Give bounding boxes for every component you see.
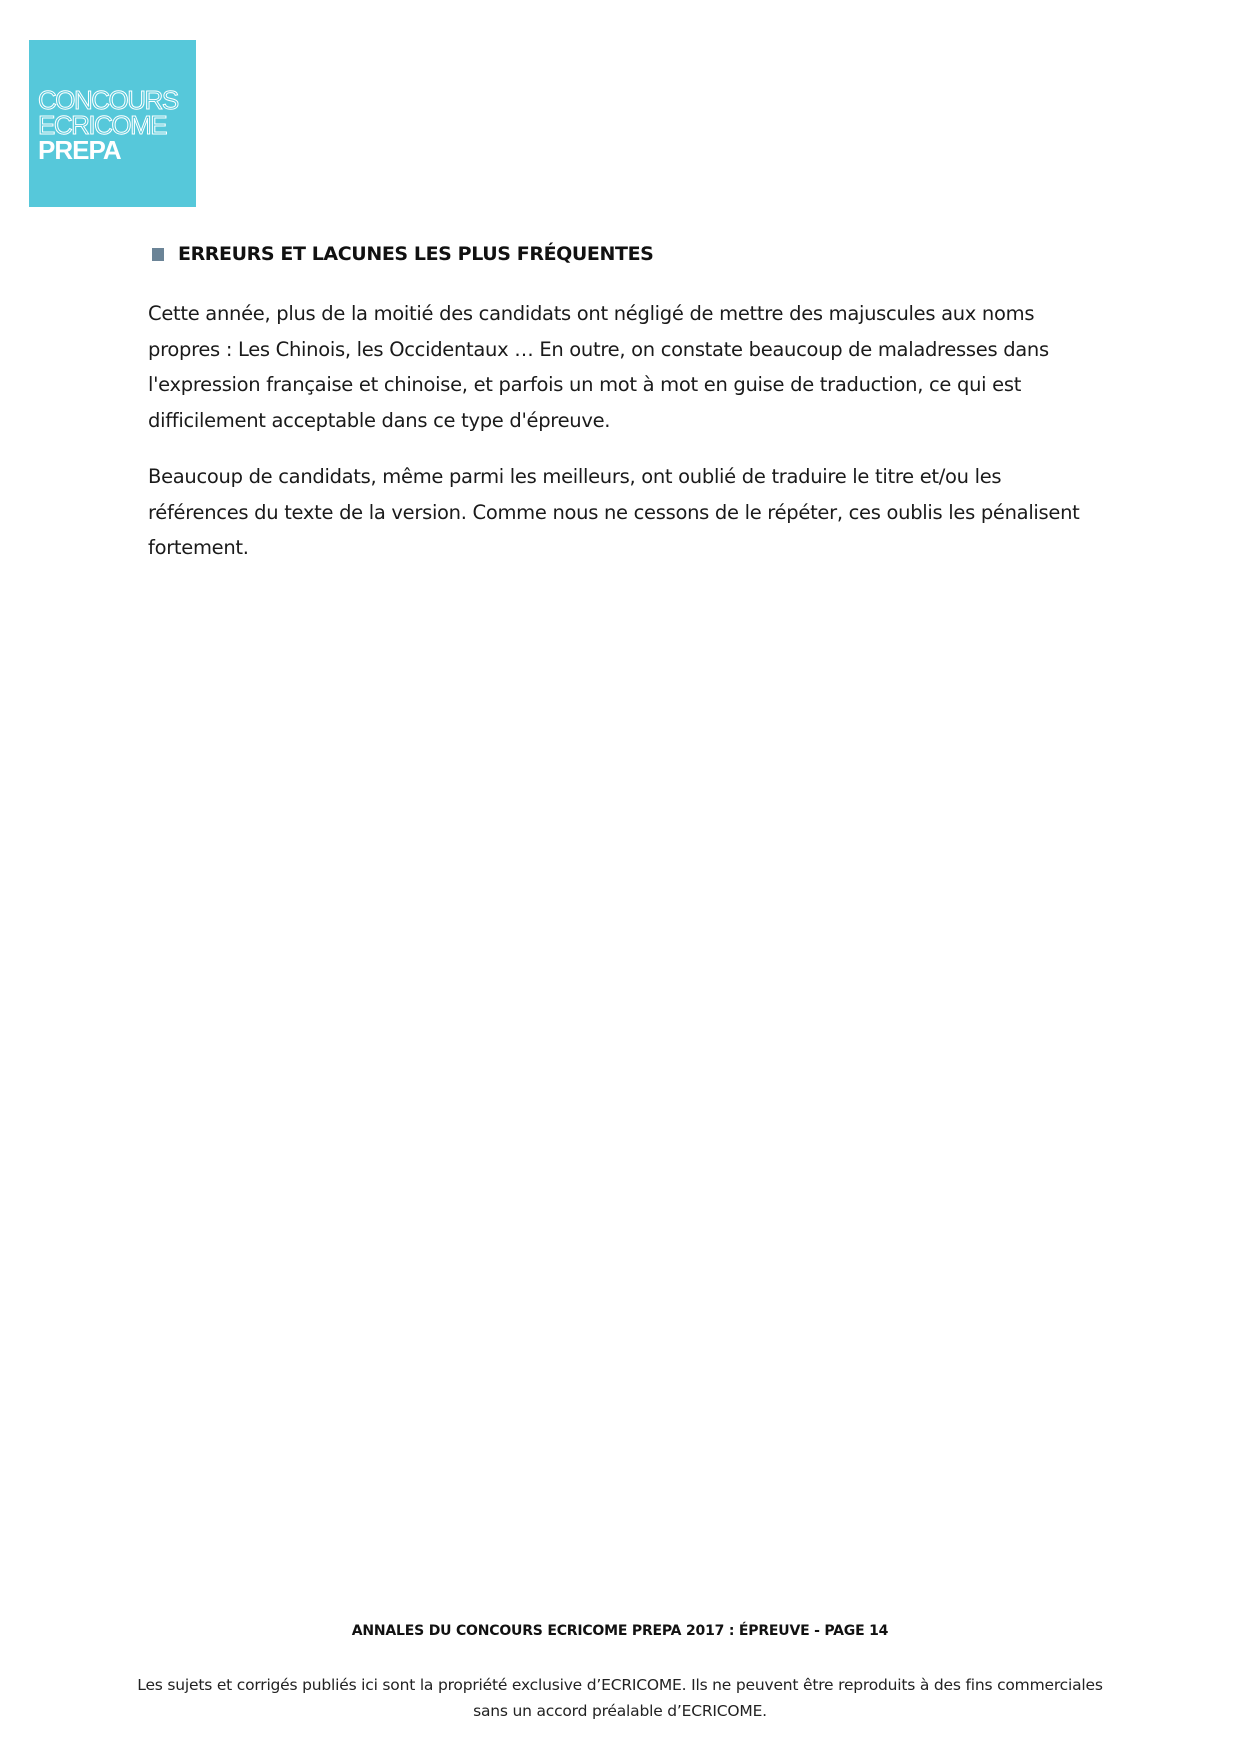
footer-title: ANNALES DU CONCOURS ECRICOME PREPA 2017 : ÉPREUVE - PAGE 14 bbox=[351, 1623, 889, 1639]
logo-text-prepa: PREPA bbox=[38, 135, 121, 165]
body-paragraph-1: Cette année, plus de la moitié des candidats ont négligé de mettre des majuscules aux noms propres : Les Chinois, les Occidentaux … En outre, on constate beaucoup de maladresses dans l'expression française et chinoise, et parfois un mot à mot en guise de traduction, ce qui est difficilement acceptable dans ce type d'épreuve. bbox=[148, 302, 1049, 432]
body-paragraph-2: Beaucoup de candidats, même parmi les meilleurs, ont oublié de traduire le titre et/ou les références du texte de la version. Comme nous ne cessons de le répéter, ces oublis les pénalisent fortement. bbox=[148, 465, 1080, 559]
square-bullet-icon bbox=[152, 248, 164, 261]
logo-text-concours: CONCOURS bbox=[38, 85, 178, 115]
section-heading bbox=[152, 243, 653, 265]
ecricome-logo bbox=[29, 40, 196, 207]
logo-text-ecricome: ECRICOME bbox=[38, 110, 167, 140]
footer-copyright-note: Les sujets et corrigés publiés ici sont la propriété exclusive d’ECRICOME. Ils ne peuvent être reproduits à des fins commerciales sans un accord préalable d’ECRICOME. bbox=[137, 1676, 1103, 1720]
section-heading-text: ERREURS ET LACUNES LES PLUS FRÉQUENTES bbox=[178, 243, 654, 265]
